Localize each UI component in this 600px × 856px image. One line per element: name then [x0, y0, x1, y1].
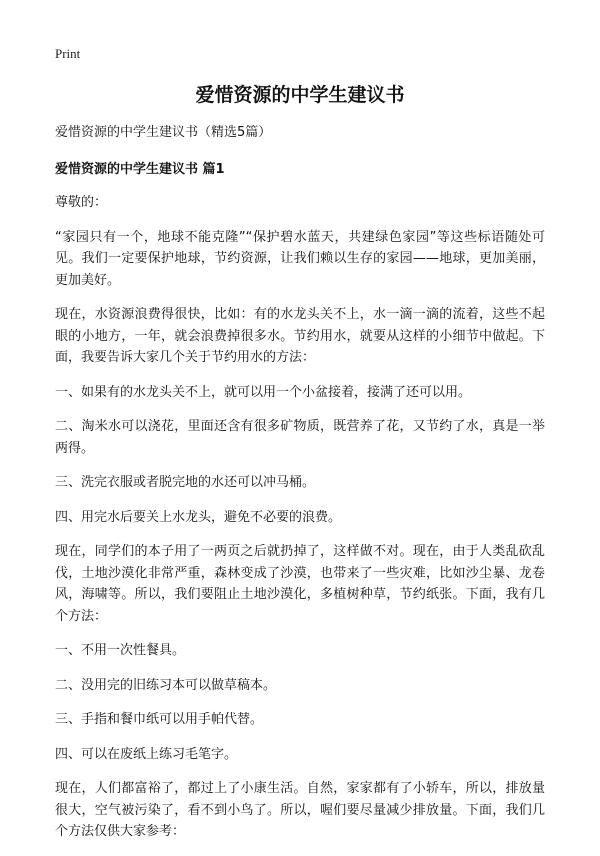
document-subtitle: 爱惜资源的中学生建议书（精选5篇）: [55, 125, 272, 140]
list-item: 四、可以在废纸上练习毛笔字。: [55, 746, 238, 762]
document-body: [55, 121, 545, 856]
list-item: 一、如果有的水龙头关不上，就可以用一个小盆接着，接满了还可以用。: [55, 384, 472, 400]
list-item: 二、淘米水可以浇花，里面还含有很多矿物质，既营养了花，又节约了水，真是一举两得。: [55, 419, 545, 456]
salutation: 尊敬的：: [55, 195, 108, 210]
list-item: 三、洗完衣服或者脱完地的水还可以冲马桶。: [55, 475, 316, 490]
paragraph: “家园只有一个，地球不能克隆”“保护碧水蓝天，共建绿色家园”等这些标语随处可见。我们一定要保护地球，节约资源，让我们赖以生存的家园——地球，更加美丽，更加美好。: [55, 229, 545, 288]
paragraph: 现在，水资源浪费得很快，比如：有的水龙头关不上，水一滴一滴的流着，这些不起眼的小地方，一年，就会浪费掉很多水。节约用水，就要从这样的小细节中做起。下面，我要告诉大家几个关于节约用水的方法：: [55, 307, 545, 365]
list-item: 二、没用完的旧练习本可以做草稿本。: [55, 677, 277, 693]
list-item: 一、不用一次性餐具。: [55, 643, 186, 658]
section-heading: 爱惜资源的中学生建议书 篇1: [55, 162, 225, 177]
list-item: 四、用完水后要关上水龙头，避免不必要的浪费。: [55, 509, 342, 525]
paragraph: 现在，人们都富裕了，都过上了小康生活。自然，家家都有了小轿车，所以，排放量很大，空气被污染了，看不到小鸟了。所以，喔们要尽量减少排放量。下面，我们几个方法仅供大家参考：: [55, 781, 545, 839]
list-item: 三、手指和餐巾纸可以用手帕代替。: [55, 712, 264, 727]
paragraph: 现在，同学们的本子用了一两页之后就扔掉了，这样做不对。现在，由于人类乱砍乱伐，土地沙漠化非常严重，森林变成了沙漠，也带来了一些灾难，比如沙尘暴、龙卷风，海啸等。所以，我们要阻止土地沙漠化，多植树种草，节约纸张。下面，我有几个方法：: [55, 544, 545, 624]
print-label[interactable]: Print: [55, 46, 81, 61]
document-title: 爱惜资源的中学生建议书: [195, 84, 405, 106]
